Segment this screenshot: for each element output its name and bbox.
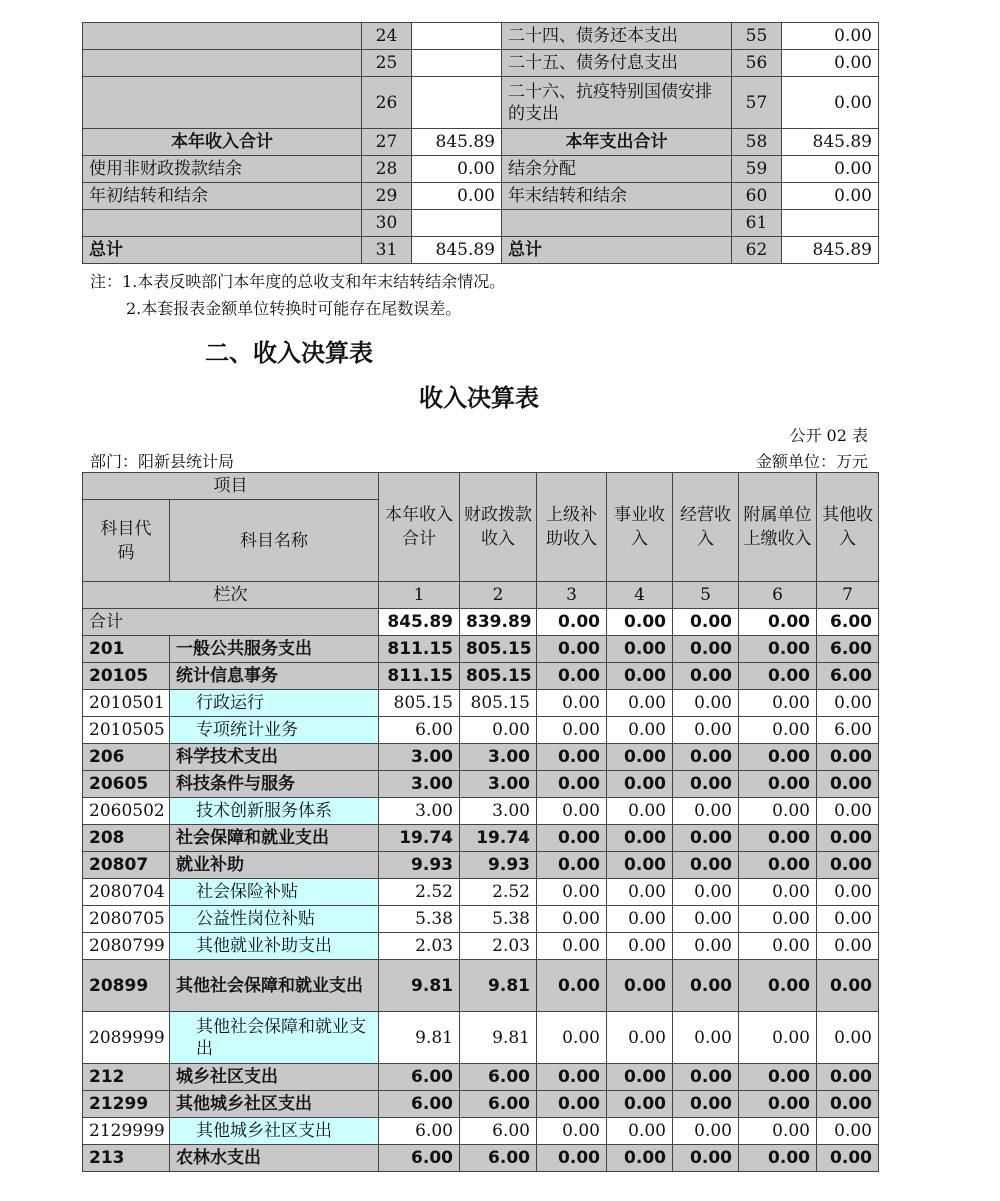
amount-cell: 2.52: [460, 879, 537, 906]
amount-cell: 0.00: [739, 744, 817, 771]
note-line-2: 2.本套报表金额单位转换时可能存在尾数误差。: [126, 299, 462, 318]
income-row-no: 29: [362, 183, 412, 210]
expense-item-label: 二十六、抗疫特别国债安排的支出: [502, 77, 732, 129]
amount-cell: 0.00: [607, 933, 673, 960]
table-row: [83, 717, 879, 744]
amount-cell: 0.00: [607, 663, 673, 690]
subject-code: 212: [83, 1064, 170, 1091]
expense-row-no: 56: [732, 50, 782, 77]
income-item-label: [83, 50, 362, 77]
subject-code: 201: [83, 636, 170, 663]
table-row: [83, 690, 879, 717]
amount-cell: 0.00: [739, 906, 817, 933]
amount-cell: 0.00: [607, 1012, 673, 1064]
income-row-no: 31: [362, 237, 412, 264]
amount-cell: 0.00: [673, 1012, 739, 1064]
amount-cell: 6.00: [460, 1145, 537, 1172]
income-amount: 0.00: [412, 183, 502, 210]
amount-cell: 0.00: [673, 825, 739, 852]
amount-cell: 0.00: [537, 717, 607, 744]
amount-cell: 0.00: [607, 1091, 673, 1118]
summary-row: [83, 237, 879, 264]
subject-code: 2129999: [83, 1118, 170, 1145]
amount-cell: 0.00: [673, 771, 739, 798]
amount-cell: 0.00: [537, 1145, 607, 1172]
row-no-4: 4: [607, 582, 673, 609]
row-no-5: 5: [673, 582, 739, 609]
income-amount: [412, 23, 502, 50]
amount-cell: 2.03: [460, 933, 537, 960]
subject-code: 20807: [83, 852, 170, 879]
subject-name: 就业补助: [170, 852, 379, 879]
amount-cell: 0.00: [607, 717, 673, 744]
amount-cell: 0.00: [673, 906, 739, 933]
amount-cell: 0.00: [607, 825, 673, 852]
amount-cell: 5.38: [460, 906, 537, 933]
amount-cell: 805.15: [460, 690, 537, 717]
amount-cell: 9.81: [460, 960, 537, 1012]
row-no-6: 6: [739, 582, 817, 609]
amount-cell: 0.00: [607, 906, 673, 933]
table-row: [83, 825, 879, 852]
subject-name: 一般公共服务支出: [170, 636, 379, 663]
total-row: [83, 609, 879, 636]
table-row: [83, 1145, 879, 1172]
subject-code: 213: [83, 1145, 170, 1172]
amount-cell: 0.00: [739, 771, 817, 798]
income-item-label: 总计: [83, 237, 362, 264]
amount-cell: 0.00: [739, 1118, 817, 1145]
subject-name: 科技条件与服务: [170, 771, 379, 798]
amount-cell: 0.00: [537, 906, 607, 933]
income-item-label: [83, 77, 362, 129]
amount-cell: 0.00: [607, 690, 673, 717]
amount-cell: 3.00: [460, 744, 537, 771]
table-row: [83, 1012, 879, 1064]
subject-name: 社会保障和就业支出: [170, 825, 379, 852]
subject-code: 20605: [83, 771, 170, 798]
amount-cell: 0.00: [739, 825, 817, 852]
amount-cell: 0.00: [607, 798, 673, 825]
subject-name: 其他社会保障和就业支出: [170, 1012, 379, 1064]
income-row-no: 28: [362, 156, 412, 183]
subject-name: 公益性岗位补贴: [170, 906, 379, 933]
total-value: 6.00: [817, 609, 879, 636]
amount-cell: 0.00: [460, 717, 537, 744]
subject-code: 2089999: [83, 1012, 170, 1064]
income-amount: 845.89: [412, 129, 502, 156]
expense-amount: 0.00: [782, 23, 879, 50]
amount-cell: 0.00: [817, 933, 879, 960]
amount-cell: 0.00: [817, 744, 879, 771]
amount-cell: 6.00: [379, 717, 460, 744]
amount-cell: 0.00: [817, 771, 879, 798]
amount-cell: 0.00: [739, 879, 817, 906]
summary-row: [83, 23, 879, 50]
amount-cell: 0.00: [673, 852, 739, 879]
amount-cell: 0.00: [537, 1118, 607, 1145]
subject-code: 208: [83, 825, 170, 852]
table-row: [83, 771, 879, 798]
table-row: [83, 636, 879, 663]
amount-cell: 0.00: [537, 690, 607, 717]
expense-item-label: 总计: [502, 237, 732, 264]
income-amount: 0.00: [412, 156, 502, 183]
amount-cell: 0.00: [537, 1012, 607, 1064]
amount-cell: 0.00: [739, 798, 817, 825]
income-row-no: 30: [362, 210, 412, 237]
income-item-label: 本年收入合计: [83, 129, 362, 156]
amount-cell: 9.93: [460, 852, 537, 879]
amount-cell: 0.00: [537, 771, 607, 798]
summary-row: [83, 129, 879, 156]
amount-cell: 3.00: [379, 798, 460, 825]
amount-cell: 0.00: [739, 717, 817, 744]
amount-cell: 3.00: [379, 771, 460, 798]
header-col-7: 其他收入: [817, 473, 879, 582]
amount-cell: 0.00: [739, 960, 817, 1012]
row-no-2: 2: [460, 582, 537, 609]
table-row: [83, 663, 879, 690]
amount-cell: 0.00: [673, 636, 739, 663]
subject-name: 行政运行: [170, 690, 379, 717]
amount-cell: 0.00: [739, 1091, 817, 1118]
amount-cell: 6.00: [379, 1091, 460, 1118]
amount-cell: 0.00: [673, 663, 739, 690]
amount-cell: 6.00: [817, 717, 879, 744]
amount-cell: 6.00: [379, 1118, 460, 1145]
total-value: 0.00: [673, 609, 739, 636]
subject-name: 其他城乡社区支出: [170, 1118, 379, 1145]
amount-cell: 6.00: [379, 1064, 460, 1091]
expense-row-no: 59: [732, 156, 782, 183]
table-row: [83, 798, 879, 825]
table-row: [83, 744, 879, 771]
amount-cell: 0.00: [817, 1118, 879, 1145]
amount-cell: 0.00: [673, 1118, 739, 1145]
amount-cell: 19.74: [460, 825, 537, 852]
subject-name: 技术创新服务体系: [170, 798, 379, 825]
subject-code: 2080705: [83, 906, 170, 933]
amount-cell: 3.00: [460, 798, 537, 825]
amount-cell: 0.00: [673, 879, 739, 906]
amount-cell: 5.38: [379, 906, 460, 933]
amount-cell: 0.00: [673, 960, 739, 1012]
header-col-2: 财政拨款收入: [460, 473, 537, 582]
amount-cell: 0.00: [537, 933, 607, 960]
table-row: [83, 1118, 879, 1145]
amount-cell: 6.00: [379, 1145, 460, 1172]
amount-cell: 19.74: [379, 825, 460, 852]
amount-cell: 0.00: [673, 798, 739, 825]
subject-name: 社会保险补贴: [170, 879, 379, 906]
amount-cell: 3.00: [379, 744, 460, 771]
income-row-no: 26: [362, 77, 412, 129]
amount-cell: 0.00: [673, 1145, 739, 1172]
summary-row: [83, 77, 879, 129]
expense-amount: 845.89: [782, 237, 879, 264]
income-item-label: 使用非财政拨款结余: [83, 156, 362, 183]
summary-row: [83, 50, 879, 77]
amount-cell: 0.00: [739, 690, 817, 717]
amount-cell: 0.00: [817, 798, 879, 825]
row-no-7: 7: [817, 582, 879, 609]
amount-cell: 2.52: [379, 879, 460, 906]
header-col-5: 经营收入: [673, 473, 739, 582]
expense-amount: 0.00: [782, 183, 879, 210]
total-label: 合计: [83, 609, 379, 636]
summary-row: [83, 210, 879, 237]
amount-cell: 805.15: [460, 636, 537, 663]
amount-cell: 0.00: [537, 1091, 607, 1118]
amount-cell: 0.00: [673, 744, 739, 771]
amount-cell: 9.93: [379, 852, 460, 879]
expense-amount: [782, 210, 879, 237]
amount-cell: 0.00: [537, 744, 607, 771]
amount-cell: 0.00: [537, 960, 607, 1012]
expense-amount: 0.00: [782, 156, 879, 183]
expense-row-no: 57: [732, 77, 782, 129]
expense-item-label: 本年支出合计: [502, 129, 732, 156]
summary-row: [83, 156, 879, 183]
amount-cell: 0.00: [673, 933, 739, 960]
subject-code: 2010505: [83, 717, 170, 744]
subject-code: 206: [83, 744, 170, 771]
amount-cell: 0.00: [817, 1012, 879, 1064]
header-code: 科目代码: [83, 500, 170, 582]
income-amount: [412, 210, 502, 237]
amount-cell: 0.00: [817, 1145, 879, 1172]
income-amount: 845.89: [412, 237, 502, 264]
expense-amount: 0.00: [782, 50, 879, 77]
amount-cell: 0.00: [607, 1118, 673, 1145]
header-col-1: 本年收入合计: [379, 473, 460, 582]
amount-cell: 0.00: [817, 690, 879, 717]
amount-cell: 0.00: [739, 852, 817, 879]
amount-cell: 0.00: [817, 960, 879, 1012]
amount-cell: 0.00: [817, 1091, 879, 1118]
subject-code: 21299: [83, 1091, 170, 1118]
expense-item-label: 二十五、债务付息支出: [502, 50, 732, 77]
amount-cell: 0.00: [739, 663, 817, 690]
amount-cell: 0.00: [673, 717, 739, 744]
expense-item-label: [502, 210, 732, 237]
income-row-no: 25: [362, 50, 412, 77]
subject-name: 城乡社区支出: [170, 1064, 379, 1091]
amount-cell: 0.00: [537, 825, 607, 852]
amount-cell: 0.00: [537, 1064, 607, 1091]
income-amount: [412, 77, 502, 129]
income-amount: [412, 50, 502, 77]
amount-cell: 0.00: [607, 879, 673, 906]
table-row: [83, 933, 879, 960]
amount-cell: 9.81: [379, 960, 460, 1012]
income-item-label: [83, 23, 362, 50]
row-no-3: 3: [537, 582, 607, 609]
amount-cell: 0.00: [817, 1064, 879, 1091]
expense-item-label: 结余分配: [502, 156, 732, 183]
row-no-1: 1: [379, 582, 460, 609]
table-row: [83, 1064, 879, 1091]
note-line-1: 注：1.本表反映部门本年度的总收支和年末结转结余情况。: [90, 272, 506, 291]
subject-code: 2060502: [83, 798, 170, 825]
amount-cell: 0.00: [607, 1145, 673, 1172]
header-row-no-label: 栏次: [83, 582, 379, 609]
income-statement-table: [82, 472, 879, 1172]
amount-cell: 0.00: [817, 879, 879, 906]
amount-cell: 9.81: [460, 1012, 537, 1064]
subject-name: 专项统计业务: [170, 717, 379, 744]
expense-amount: 845.89: [782, 129, 879, 156]
amount-cell: 0.00: [607, 852, 673, 879]
amount-cell: 2.03: [379, 933, 460, 960]
amount-cell: 0.00: [607, 771, 673, 798]
subject-name: 农林水支出: [170, 1145, 379, 1172]
amount-cell: 0.00: [739, 1145, 817, 1172]
expense-row-no: 60: [732, 183, 782, 210]
amount-cell: 0.00: [537, 798, 607, 825]
header-col-6: 附属单位上缴收入: [739, 473, 817, 582]
table-row: [83, 879, 879, 906]
table-row: [83, 960, 879, 1012]
amount-cell: 0.00: [673, 1064, 739, 1091]
amount-cell: 6.00: [817, 663, 879, 690]
table-title: 收入决算表: [419, 384, 539, 412]
form-code: 公开 02 表: [789, 426, 868, 445]
amount-cell: 0.00: [739, 1012, 817, 1064]
subject-code: 20105: [83, 663, 170, 690]
income-item-label: [83, 210, 362, 237]
subject-code: 20899: [83, 960, 170, 1012]
header-item: 项目: [83, 473, 379, 500]
amount-cell: 0.00: [673, 690, 739, 717]
expense-amount: 0.00: [782, 77, 879, 129]
department-label: 部门：阳新县统计局: [90, 452, 235, 471]
amount-cell: 6.00: [460, 1118, 537, 1145]
expense-row-no: 62: [732, 237, 782, 264]
amount-cell: 0.00: [817, 906, 879, 933]
unit-label: 金额单位：万元: [755, 452, 868, 471]
amount-cell: 0.00: [537, 852, 607, 879]
amount-cell: 6.00: [460, 1064, 537, 1091]
amount-cell: 0.00: [607, 744, 673, 771]
subject-code: 2080704: [83, 879, 170, 906]
subject-code: 2010501: [83, 690, 170, 717]
income-row-no: 27: [362, 129, 412, 156]
amount-cell: 805.15: [460, 663, 537, 690]
amount-cell: 0.00: [739, 933, 817, 960]
amount-cell: 0.00: [537, 636, 607, 663]
subject-name: 科学技术支出: [170, 744, 379, 771]
subject-code: 2080799: [83, 933, 170, 960]
table-row: [83, 852, 879, 879]
table-row: [83, 906, 879, 933]
income-item-label: 年初结转和结余: [83, 183, 362, 210]
amount-cell: 9.81: [379, 1012, 460, 1064]
expense-item-label: 二十四、债务还本支出: [502, 23, 732, 50]
amount-cell: 0.00: [739, 1064, 817, 1091]
header-col-3: 上级补助收入: [537, 473, 607, 582]
summary-table-continued: [82, 22, 879, 264]
subject-name: 其他城乡社区支出: [170, 1091, 379, 1118]
subject-name: 其他社会保障和就业支出: [170, 960, 379, 1012]
subject-name: 其他就业补助支出: [170, 933, 379, 960]
header-name: 科目名称: [170, 500, 379, 582]
expense-row-no: 58: [732, 129, 782, 156]
amount-cell: 3.00: [460, 771, 537, 798]
amount-cell: 0.00: [537, 879, 607, 906]
section-heading: 二、收入决算表: [205, 339, 373, 367]
expense-item-label: 年末结转和结余: [502, 183, 732, 210]
total-value: 845.89: [379, 609, 460, 636]
subject-name: 统计信息事务: [170, 663, 379, 690]
amount-cell: 0.00: [607, 636, 673, 663]
amount-cell: 805.15: [379, 690, 460, 717]
amount-cell: 811.15: [379, 663, 460, 690]
table-row: [83, 1091, 879, 1118]
amount-cell: 811.15: [379, 636, 460, 663]
total-value: 0.00: [607, 609, 673, 636]
expense-row-no: 61: [732, 210, 782, 237]
summary-row: [83, 183, 879, 210]
income-row-no: 24: [362, 23, 412, 50]
amount-cell: 0.00: [673, 1091, 739, 1118]
amount-cell: 0.00: [607, 1064, 673, 1091]
amount-cell: 0.00: [817, 852, 879, 879]
amount-cell: 6.00: [817, 636, 879, 663]
expense-row-no: 55: [732, 23, 782, 50]
total-value: 839.89: [460, 609, 537, 636]
total-value: 0.00: [537, 609, 607, 636]
amount-cell: 0.00: [607, 960, 673, 1012]
amount-cell: 0.00: [739, 636, 817, 663]
amount-cell: 0.00: [817, 825, 879, 852]
total-value: 0.00: [739, 609, 817, 636]
amount-cell: 6.00: [460, 1091, 537, 1118]
header-col-4: 事业收入: [607, 473, 673, 582]
amount-cell: 0.00: [537, 663, 607, 690]
